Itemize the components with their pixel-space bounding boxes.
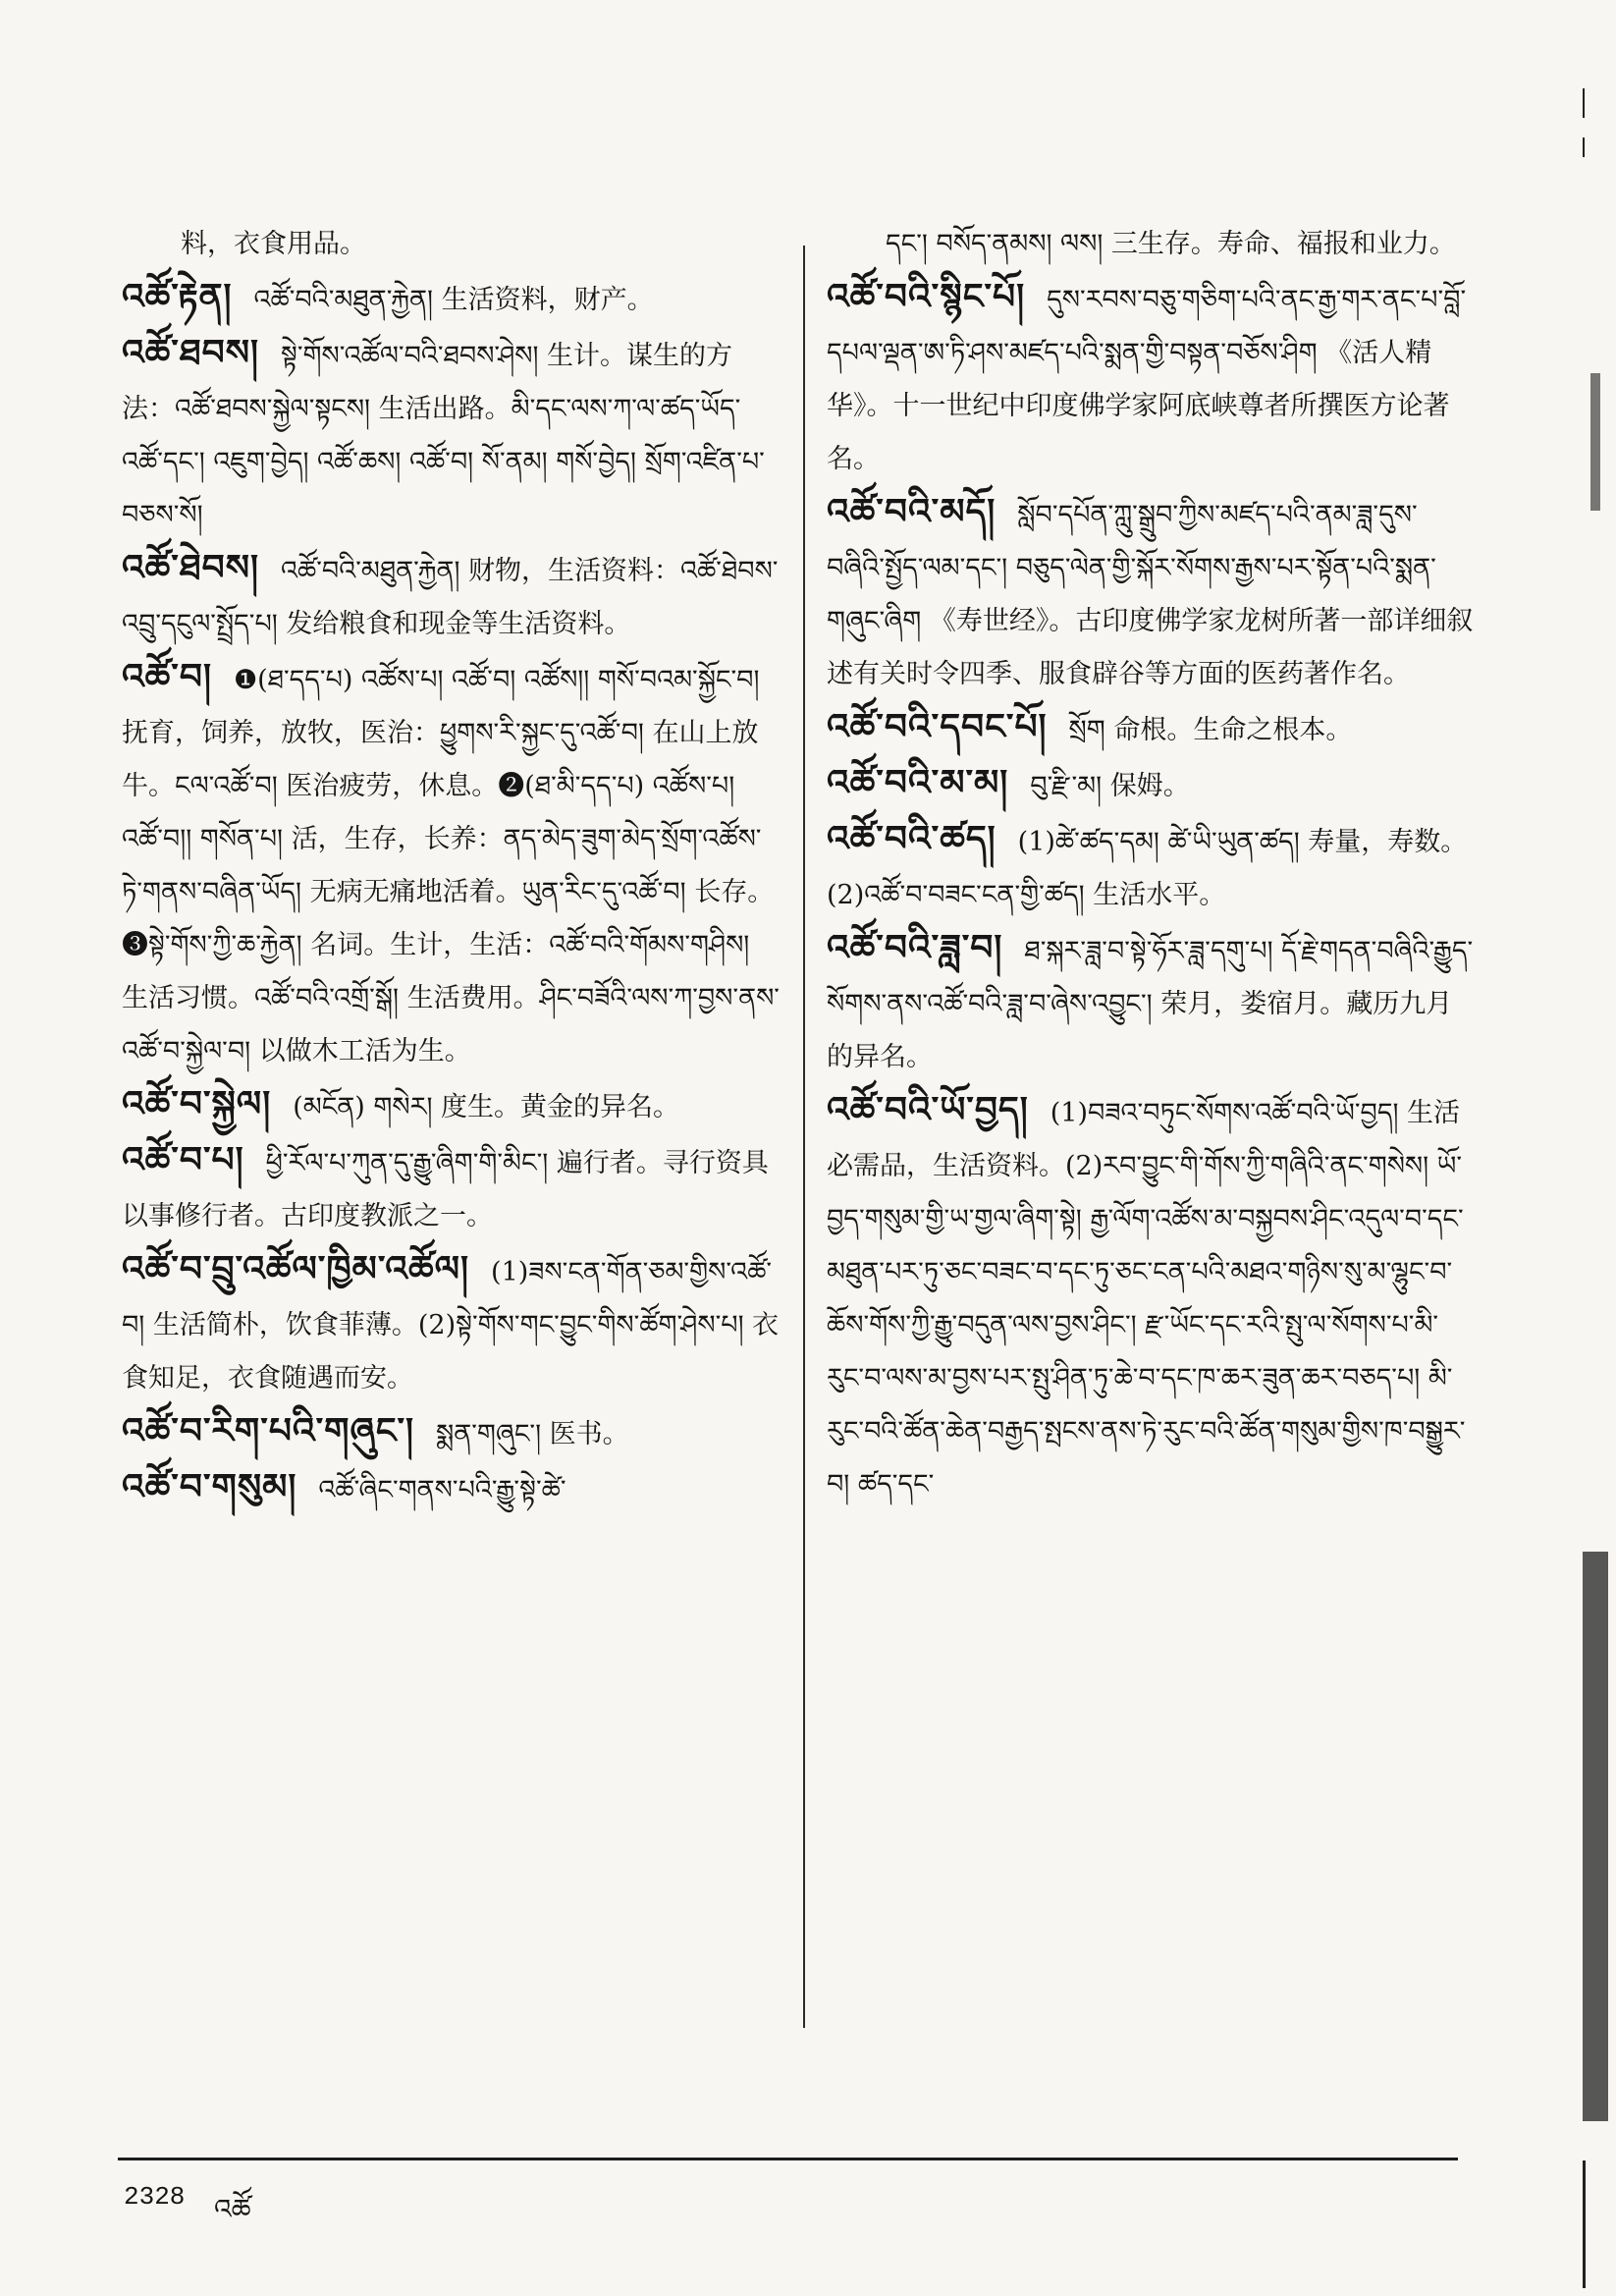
dictionary-entry (827, 757, 1475, 813)
entry-headword: འཚོ་བ་པ། (122, 1140, 244, 1180)
entry-definition: (1)ཚེ་ཚད་དམ། ཚེ་ཡི་ཡུན་ཚད། 寿量，寿数。(2)འཚོ་བ་བཟང་ངན་གྱི་ཚད། 生活水平。 (827, 827, 1468, 910)
dictionary-entry (122, 1405, 780, 1461)
dictionary-entry (827, 218, 1475, 271)
entry-definition: དུས་རབས་བཅུ་གཅིག་པའི་ནང་རྒྱ་གར་ནང་པ་བློ་དཔལ་ལྡན་ཨ་ཏི་ཤས་མཛད་པའི་སྨན་གྱི་བསྟན་བཅོས་ཤིག 《活人精华》。十一世纪中印度佛学家阿底峡尊者所撰医方论著名。 (827, 285, 1467, 474)
entry-definition: (1)བཟའ་བཏུང་སོགས་འཚོ་བའི་ཡོ་བྱད། 生活必需品，生活资料。(2)རབ་བྱུང་གི་གོས་ཀྱི་གཞིའི་ནང་གསེས། ཡོ་བྱད་གསུམ་གྱི་ཡ་གྱལ་ཞིག་སྟེ། རྒྱ་ལོག་འཚོས་མ་བསྐྱབས་ཤིང་འདུལ་བ་དང་མཐུན་པར་ཏུ་ཅང་བཟང་བ་དང་ཏུ་ཅང་ངན་པའི་མཐའ་གཉིས་སུ་མ་ལྷུང་བ་ཆོས་གོས་ཀྱི་རྒྱུ་བདུན་ལས་བྱས་ཤིང་། རྫ་ཡོང་དང་རའི་སྤུ་ལ་སོགས་པ་མི་རུང་བ་ལས་མ་བྱས་པར་སྤུ་ཤིན་ཏུ་ཆེ་བ་དང་ཁ་ཆར་ཟུན་ཆར་བཅད་པ། མི་རུང་བའི་ཚོན་ཆེན་བརྒྱད་སྤངས་ནས་ཏེ་རུང་བའི་ཚོན་གསུམ་གྱིས་ཁ་བསྒྱུར་བ། ཚད་དང་ (827, 1098, 1466, 1500)
entry-definition: བུ་རྫི་མ། 保姆。 (1030, 771, 1190, 801)
entry-definition: སྲོག 命根。生命之根本。 (1068, 715, 1353, 745)
entry-definition: ❶(ཐ་དད་པ) འཚོས་པ། འཚོ་བ། འཚོས།། གསོ་བའམ་སྐྱོང་བ། 抚育，饲养，放牧，医治：ཕྱུགས་རི་སྐྱང་དུ་འཚོ་བ། 在山上放牛。ངལ་འཚོ་བ། 医治疲劳，休息。❷(ཐ་མི་དད་པ) འཚོས་པ། འཚོ་བ།། གསོན་པ། 活，生存，长养：ནད་མེད་ཟུག་མེད་སྲོག་འཚོས་ཏེ་གནས་བཞིན་ཡོད། 无病无痛地活着。ཡུན་རིང་དུ་འཚོ་བ། 长存。❸སྟེ་གོས་ཀྱི་ཆ་རྐྱེན། 名词。生计，生活：འཚོ་བའི་གོམས་གཤིས། 生活习惯。འཚོ་བའི་འགྲོ་སྒོ། 生活费用。ཤིང་བཟོའི་ལས་ཀ་བྱས་ནས་འཚོ་བ་སྐྱེལ་བ། 以做木工活为生。 (122, 665, 780, 1066)
entry-headword: འཚོ་བ་རིག་པའི་གཞུང་། (122, 1411, 415, 1451)
right-column (827, 218, 1475, 1511)
entry-definition: ཕྱི་རོལ་པ་ཀུན་དུ་རྒྱུ་ཞིག་གི་མིང་། 遍行者。寻行资具以事修行者。古印度教派之一。 (122, 1148, 769, 1231)
scan-mark (1583, 137, 1585, 157)
dictionary-entry (122, 1078, 780, 1134)
dictionary-entry (827, 922, 1475, 1084)
entry-headword: འཚོ་ཐེབས། (122, 548, 259, 588)
page-number: 2328 (124, 2182, 186, 2212)
entry-definition: སློབ་དཔོན་ཀླུ་སྒྲུབ་ཀྱིས་མཛད་པའི་ནམ་ཟླ་དུས་བཞིའི་སྤྱོད་ལམ་དང་། བཅུད་ལེན་གྱི་སྐོར་སོགས་རྒྱས་པར་སྟོན་པའི་སྨན་གཞུང་ཞིག 《寿世经》。古印度佛学家龙树所著一部详细叙述有关时令四季、服食辟谷等方面的医药著作名。 (827, 500, 1474, 689)
entry-definition: (མངོན) གསེར། 度生。黄金的异名。 (293, 1092, 680, 1122)
dictionary-entry (827, 271, 1475, 486)
entry-headword: འཚོ་བའི་མདོ། (827, 492, 997, 532)
dictionary-entry (827, 701, 1475, 757)
entry-headword: འཚོ་བའི་ཡོ་བྱད། (827, 1090, 1029, 1130)
entry-headword: འཚོ་བ་བྲུ་འཚོལ་ཁྱིམ་འཚོལ། (122, 1249, 470, 1289)
entry-headword: འཚོ་རྟེན། (122, 277, 233, 317)
entry-definition: 料，衣食用品。 (181, 229, 366, 259)
entry-headword: འཚོ་བའི་དབང་པོ། (827, 707, 1048, 747)
dictionary-entry (827, 813, 1475, 922)
entry-headword: འཚོ་བ་གསུམ། (122, 1467, 297, 1507)
footer-rule (118, 2158, 1458, 2160)
entry-definition: ཐ་སྐར་ཟླ་བ་སྟེ་ཧོར་ཟླ་དགུ་པ། དོ་རྗེ་གདན་བཞིའི་རྒྱུད་སོགས་ནས་འཚོ་བའི་ཟླ་བ་ཞེས་འབྱུང་། 荣月，娄宿月。藏历九月的异名。 (827, 936, 1474, 1072)
entry-definition: འཚོ་བའི་མཐུན་རྐྱེན། 生活资料，财产。 (253, 285, 654, 315)
dictionary-entry (122, 327, 780, 542)
scan-mark (1583, 88, 1585, 118)
column-divider (803, 246, 805, 2028)
scan-mark (1583, 1552, 1608, 2121)
dictionary-entry (122, 1134, 780, 1243)
dictionary-entry (122, 1243, 780, 1405)
entry-definition: སྟེ་གོས་འཚོལ་བའི་ཐབས་ཤེས། 生计。谋生的方法：འཚོ་ཐབས་སྐྱེལ་སྟངས། 生活出路。མི་དང་ལས་ཀ་ལ་ཚད་ཡོད་འཚོ་དང་། འཇུག་བྱེད། འཚོ་ཆས། འཚོ་བ། སོ་ནམ། གསོ་བྱེད། སྲོག་འཛིན་པ་བཅས་སོ། (122, 341, 765, 530)
scan-mark (1583, 2160, 1586, 2288)
entry-headword: འཚོ་བའི་མ་མ། (827, 763, 1009, 803)
dictionary-entry (122, 218, 780, 271)
entry-definition: (1)ཟས་ངན་གོན་ཅམ་གྱིས་འཚོ་བ། 生活简朴，饮食菲薄。(2)སྟེ་གོས་གང་བྱུང་གིས་ཚོག་ཤེས་པ། 衣食知足，衣食随遇而安。 (122, 1257, 780, 1394)
dictionary-entry (122, 1461, 780, 1517)
entry-headword: འཚོ་ཐབས། (122, 333, 259, 373)
scan-mark (1590, 373, 1600, 511)
entry-headword: འཚོ་བ། (122, 657, 212, 697)
entry-headword: འཚོ་བའི་ཚད། (827, 819, 997, 859)
entry-definition: འཚོ་བའི་མཐུན་རྐྱེན། 财物，生活资料：འཚོ་ཐེབས་འབྲུ་དངུལ་སྤྲོད་པ། 发给粮食和现金等生活资料。 (122, 556, 779, 639)
dictionary-entry (122, 651, 780, 1078)
entry-definition: དང་། བསོད་ནམས། ལས། 三生存。寿命、福报和业力。 (886, 229, 1456, 259)
dictionary-entry (122, 271, 780, 327)
entry-headword: འཚོ་བ་སྐྱེལ། (122, 1084, 272, 1124)
entry-headword: འཚོ་བའི་ཟླ་བ། (827, 928, 1003, 968)
dictionary-entry (827, 1084, 1475, 1511)
entry-definition: འཚོ་ཞིང་གནས་པའི་རྒྱུ་སྟེ་ཚེ་ (318, 1475, 566, 1505)
dictionary-entry (827, 486, 1475, 701)
dictionary-entry (122, 542, 780, 651)
running-head: འཚོ (214, 2193, 251, 2225)
left-column (122, 218, 780, 1517)
entry-headword: འཚོ་བའི་སྙིང་པོ། (827, 277, 1026, 317)
entry-definition: སྨན་གཞུང་། 医书。 (436, 1419, 629, 1449)
